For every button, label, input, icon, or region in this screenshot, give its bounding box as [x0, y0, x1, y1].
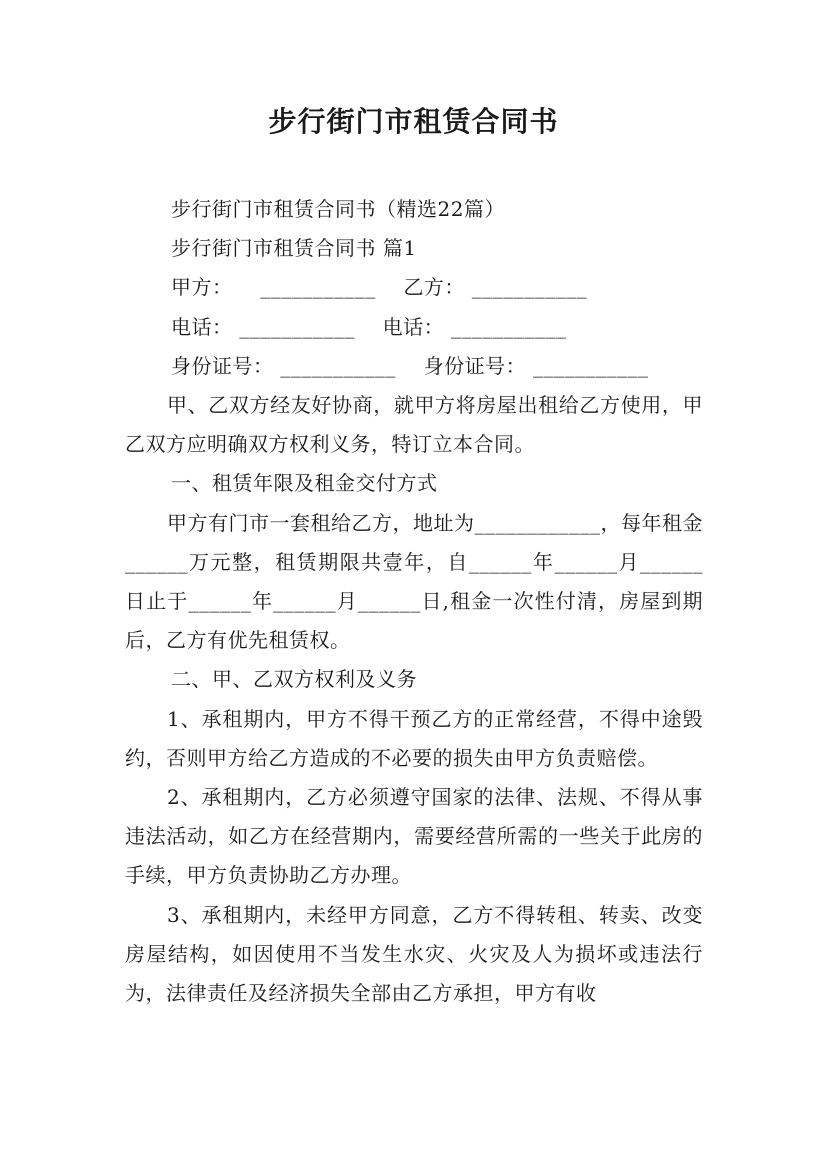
document-subtitle: 步行街门市租赁合同书（精选22篇）: [171, 197, 505, 221]
phone-line: [125, 308, 703, 347]
id-b-blank: ___________: [532, 353, 649, 378]
phone-b-label: 电话：: [382, 314, 445, 339]
party-a-label: 甲方：: [171, 275, 233, 300]
phone-b-blank: ___________: [450, 314, 567, 339]
id-b-label: 身份证号：: [423, 353, 527, 378]
section1-heading: 一、租赁年限及租金交付方式: [171, 471, 438, 496]
section1-paragraph: 甲方有门市一套租给乙方，地址为____________，每年租金______万元整，租赁期限共壹年，自______年______月______日止于______年______月______日,租金一次性付清，房屋到期后，乙方有优先租赁权。: [125, 510, 703, 653]
phone-a-label: 电话：: [171, 314, 233, 339]
id-a-label: 身份证号：: [171, 353, 274, 378]
clause-3: 3、承租期内，未经甲方同意，乙方不得转租、转卖、改变房屋结构，如因使用不当发生水灾、火灾及人为损坏或违法行为，法律责任及经济损失全部由乙方承担，甲方有收: [125, 902, 703, 1006]
clause-1: 1、承租期内，甲方不得干预乙方的正常经营，不得中途毁约，否则甲方给乙方造成的不必要的损失由甲方负责赔偿。: [125, 706, 703, 770]
phone-a-blank: ___________: [239, 314, 355, 339]
party-b-label: 乙方：: [403, 275, 465, 300]
clause-2: 2、承租期内，乙方必须遵守国家的法律、法规、不得从事违法活动，如乙方在经营期内，需要经营所需的一些关于此房的手续，甲方负责协助乙方办理。: [125, 785, 703, 888]
party-line: [125, 268, 703, 307]
id-a-blank: ___________: [280, 353, 396, 378]
id-line: [125, 347, 703, 386]
intro-paragraph: 甲、乙双方经友好协商，就甲方将房屋出租给乙方使用，甲乙双方应明确双方权利义务，特订立本合同。: [125, 393, 703, 457]
document-body: [125, 190, 703, 1013]
document-title: 步行街门市租赁合同书: [268, 105, 559, 138]
article-heading: 步行街门市租赁合同书 篇1: [171, 236, 417, 261]
party-a-blank: ___________: [260, 275, 376, 300]
party-b-blank: ___________: [471, 275, 588, 300]
section2-heading: 二、甲、乙双方权利及义务: [171, 667, 417, 692]
